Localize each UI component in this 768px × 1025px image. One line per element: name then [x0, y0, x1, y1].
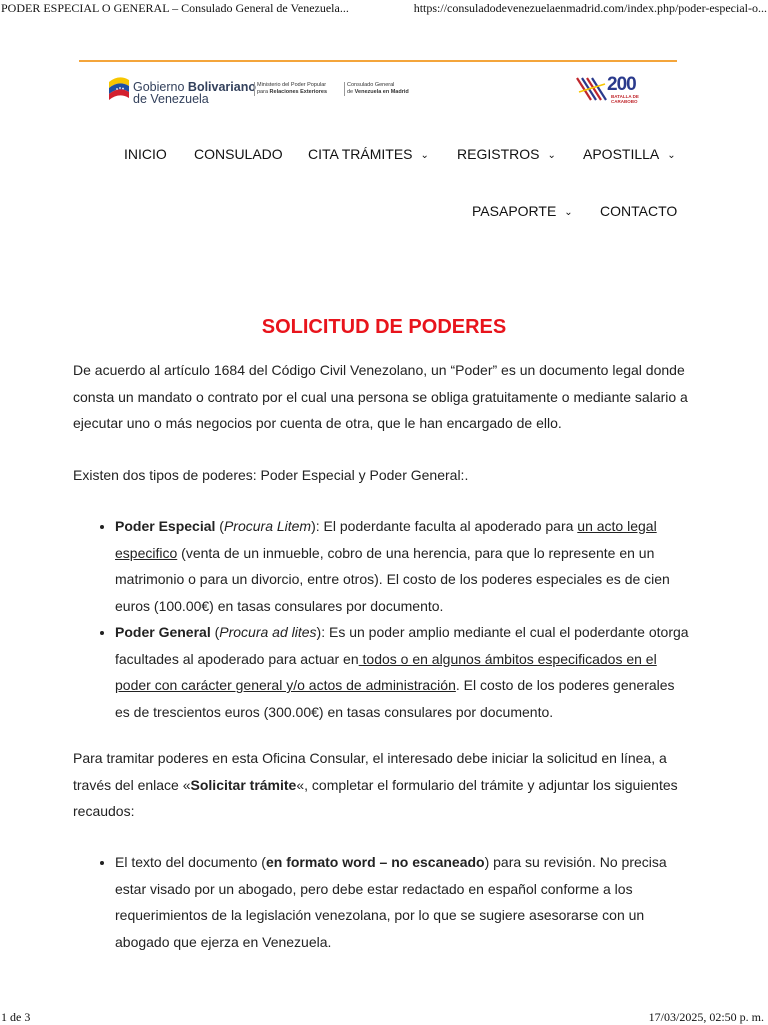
print-header	[0, 1, 768, 17]
chevron-down-icon: ⌄	[564, 207, 573, 218]
print-page-title: PODER ESPECIAL O GENERAL – Consulado General de Venezuela...	[1, 1, 349, 15]
tipos-intro-paragraph: Existen dos tipos de poderes: Poder Especial y Poder General:.	[73, 467, 469, 483]
nav-item-apostilla[interactable]: APOSTILLA ⌄	[583, 146, 676, 162]
list-item-recaudo: • El texto del documento (en formato word – no escaneado) para su revisión. No precisa estar visado por un abogado, pero debe estar redactado en español conforme a los requerimientos de la legislación venezolana, por lo que se sugiere asesorarse con un abogado que ejerza en Venezuela.	[115, 849, 693, 955]
poder-especial-latin: Procura Litem	[223, 518, 312, 534]
bicentenario-number: 200	[607, 74, 636, 95]
list-item-poder-especial: • Poder Especial (Procura Litem): El poderdante faculta al apoderado para un acto legal especifico (venta de un inmueble, cobro de una herencia, para que lo represente en un matrimonio o para un divorcio, entre otros). El costo de los poderes especiales es de cien euros (100.00€) en tasas consulares por documento.	[115, 513, 693, 619]
poder-general-emphasis: todos o en algunos ámbitos especificados en el poder con carácter general y/o actos de administración	[115, 650, 657, 693]
consulado-text: Consulado General de Venezuela en Madrid	[344, 82, 409, 96]
print-datetime: 17/03/2025, 02:50 p. m.	[648, 1010, 764, 1024]
chevron-down-icon: ⌄	[667, 150, 676, 161]
page-title: SOLICITUD DE PODERES	[261, 316, 507, 338]
stripes-icon	[575, 74, 609, 104]
ministerio-text: Ministerio del Poder Popular para Relaciones Exteriores	[254, 82, 327, 96]
tramite-section	[73, 745, 693, 825]
nav-item-contacto[interactable]: CONTACTO	[600, 203, 678, 219]
list-item-poder-general: • Poder General (Procura ad lites): Es un poder amplio mediante el cual el poderdante otorga facultades al apoderado para actuar en todos o en algunos ámbitos especificados en el poder con carácter general y/o actos de administración. El costo de los poderes generales es de trescientos euros (300.00€) en tasas consulares por documento.	[115, 619, 693, 725]
header-accent-rule	[79, 60, 677, 62]
poder-especial-emphasis: un acto legal especifico	[115, 518, 657, 561]
intro-paragraph: De acuerdo al artículo 1684 del Código Civil Venezolano, un “Poder” es un documento legal donde consta un mandato o contrato por el cual una persona se obliga gratuitamente o mediante salario a ejecutar uno o más negocios por cuenta de otra, que le han encargado de ello.	[73, 362, 688, 431]
nav-item-consulado[interactable]: CONSULADO	[194, 146, 283, 162]
tipos-list-section	[73, 513, 693, 725]
print-footer	[0, 1010, 768, 1024]
poder-especial-name: Poder Especial	[115, 518, 216, 534]
tipos-intro	[73, 462, 693, 489]
formato-word-emphasis: en formato word – no escaneado	[265, 854, 485, 870]
chevron-down-icon: ⌄	[547, 150, 556, 161]
intro-section	[73, 357, 693, 437]
poder-general-name: Poder General	[115, 624, 211, 640]
print-page-number: 1 de 3	[1, 1010, 31, 1024]
print-page-url: https://consuladodevenezuelaenmadrid.com/index.php/poder-especial-o...	[413, 1, 767, 15]
recaudos-section	[73, 849, 693, 955]
gobierno-bolivariano-logo[interactable]	[107, 72, 427, 104]
gobierno-text: Gobierno Bolivariano de Venezuela	[133, 80, 256, 106]
bicentenario-logo	[575, 74, 653, 104]
bicentenario-caption: BATALLA DE CARABOBO	[611, 94, 639, 104]
solicitar-tramite-link[interactable]: Solicitar trámite	[190, 776, 297, 793]
tipos-list	[73, 513, 693, 725]
nav-item-inicio[interactable]: INICIO	[124, 146, 167, 162]
nav-item-registros[interactable]: REGISTROS ⌄	[457, 146, 556, 162]
chevron-down-icon: ⌄	[420, 150, 429, 161]
venezuela-flag-icon	[107, 72, 131, 104]
recaudos-list	[73, 849, 693, 955]
nav-item-pasaporte[interactable]: PASAPORTE ⌄	[472, 203, 573, 219]
nav-item-cita-tramites[interactable]: CITA TRÁMITES ⌄	[308, 146, 429, 162]
tramite-paragraph: Para tramitar poderes en esta Oficina Consular, el interesado debe iniciar la solicitud en línea, a través del enlace «Solicitar trámite«, completar el formulario del trámite y adjuntar los siguientes recaudos:	[73, 750, 678, 819]
poder-general-latin: Procura ad lites	[219, 624, 317, 640]
